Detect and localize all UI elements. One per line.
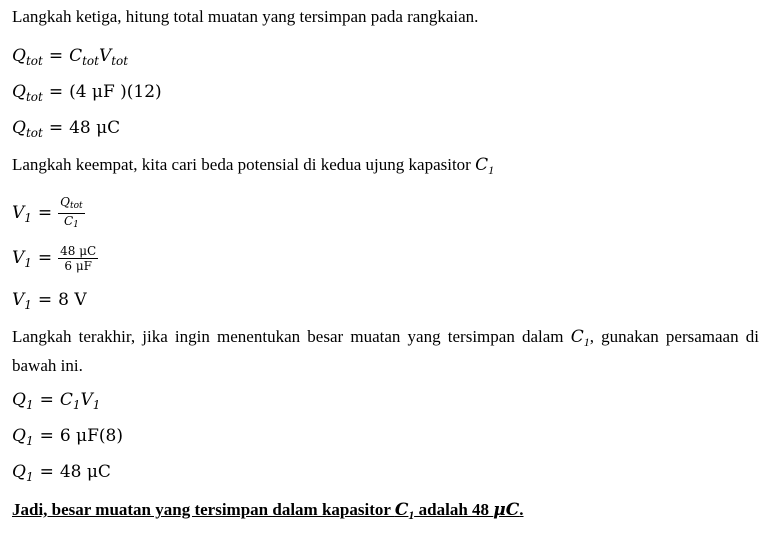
equation-q1-result: $Q_1 = 48$ μC [12, 462, 111, 484]
equation-q1-formula: $Q_1 = C_1V_1$ [12, 390, 101, 412]
equation-q1-substitution: $Q_1 = 6$ μF(8) [12, 426, 123, 448]
step5-paragraph: Langkah terakhir, jika ingin menentukan besar muatan yang tersimpan dalam $C_1$, gunakan persamaan di bawah ini. [12, 327, 760, 375]
equation-q-tot-formula: $Q_{tot} = C_{tot}V_{tot}$ [12, 46, 129, 68]
equation-v1-substitution: $V_1$ = $\frac{48 \mu C}{6 \mu F}$ [12, 244, 97, 273]
fraction: $\frac{48 \mu C}{6 \mu F}$ [60, 244, 97, 273]
step3-text: Langkah ketiga, hitung total muatan yang tersimpan pada rangkaian. [12, 7, 479, 26]
fraction: $\frac{Q_{tot}}{C_1}$ [60, 195, 83, 230]
equation-v1-result: $V_1 = 8$ V [12, 290, 87, 312]
conclusion-text: Jadi, besar muatan yang tersimpan dalam kapasitor $C_1$ adalah 48 μC. [12, 500, 524, 522]
step4-text: Langkah keempat, kita cari beda potensial di kedua ujung kapasitor $C_1$ [12, 155, 495, 177]
equation-v1-formula: $V_1$ = $\frac{Q_{tot}}{C_1}$ [12, 195, 83, 230]
equation-q-tot-substitution: $Q_{tot} = (4$ μF )(12) [12, 82, 162, 104]
equation-q-tot-result: $Q_{tot} = 48$ μC [12, 118, 121, 140]
